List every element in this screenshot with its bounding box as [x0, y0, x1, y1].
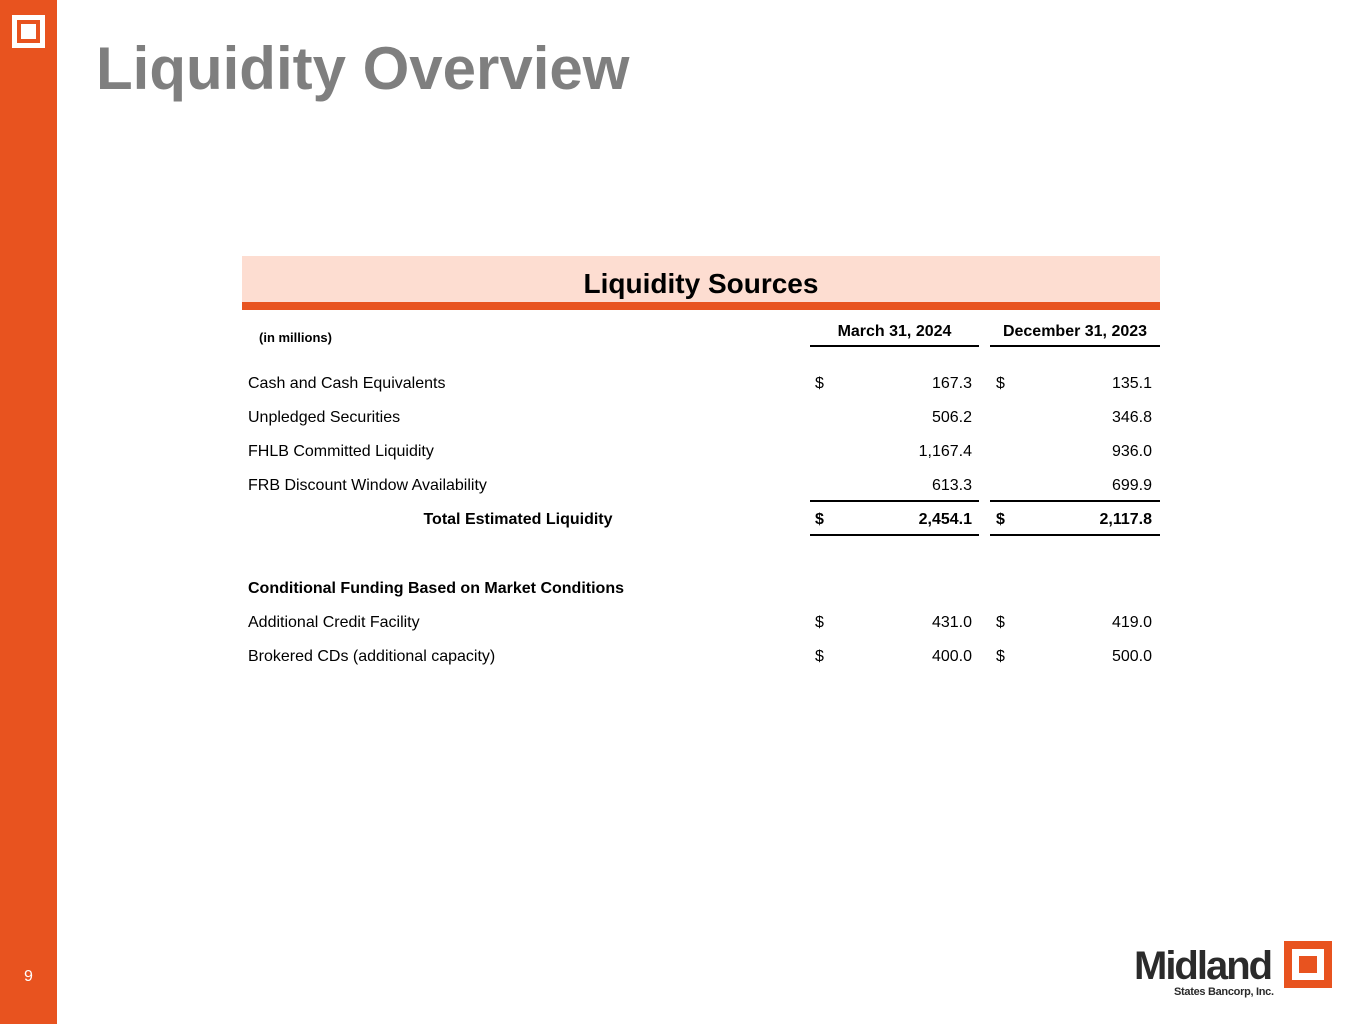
value-december-2023: 500.0	[1111, 648, 1152, 665]
conditional-funding-heading: Conditional Funding Based on Market Conditions	[248, 580, 624, 597]
currency-symbol: $	[815, 648, 824, 665]
value-march-2024: 506.2	[931, 409, 972, 426]
table-row	[0, 648, 1365, 672]
currency-symbol: $	[815, 614, 824, 631]
value-december-2023: 936.0	[1111, 443, 1152, 460]
row-label: Brokered CDs (additional capacity)	[248, 648, 496, 665]
column-header-march-2024: March 31, 2024	[810, 323, 979, 347]
currency-symbol: $	[815, 375, 824, 392]
table-row	[0, 477, 1365, 501]
total-december-2023: 2,117.8	[1099, 511, 1152, 528]
value-december-2023: 135.1	[1111, 375, 1152, 392]
row-label: FHLB Committed Liquidity	[248, 443, 434, 460]
brand-logo	[1134, 938, 1334, 1002]
total-label: Total Estimated Liquidity	[423, 511, 613, 528]
value-december-2023: 699.9	[1111, 477, 1152, 494]
total-rule	[810, 534, 979, 536]
currency-symbol: $	[996, 648, 1005, 665]
table-title: Liquidity Sources	[583, 268, 819, 299]
currency-symbol: $	[996, 511, 1005, 528]
value-december-2023: 346.8	[1111, 409, 1152, 426]
table-header-divider	[242, 302, 1160, 310]
brand-name: Midland	[1134, 944, 1272, 988]
currency-symbol: $	[996, 614, 1005, 631]
value-march-2024: 400.0	[931, 648, 972, 665]
page-number: 9	[24, 968, 33, 985]
value-march-2024: 431.0	[931, 614, 972, 631]
units-label: (in millions)	[259, 330, 332, 345]
total-march-2024: 2,454.1	[918, 511, 972, 528]
row-label: Unpledged Securities	[248, 409, 401, 426]
total-row	[0, 511, 1365, 535]
table-row	[0, 409, 1365, 433]
brand-subtitle: States Bancorp, Inc.	[1174, 986, 1274, 998]
table-row	[0, 614, 1365, 638]
subtotal-rule	[990, 500, 1160, 502]
currency-symbol: $	[996, 375, 1005, 392]
value-march-2024: 1,167.4	[918, 443, 972, 460]
row-label: Additional Credit Facility	[248, 614, 420, 631]
page-title: Liquidity Overview	[96, 35, 630, 102]
total-rule	[990, 534, 1160, 536]
square-logo-icon	[1284, 941, 1332, 988]
value-march-2024: 167.3	[931, 375, 972, 392]
row-label: FRB Discount Window Availability	[248, 477, 487, 494]
row-label: Cash and Cash Equivalents	[248, 375, 446, 392]
table-row	[0, 443, 1365, 467]
value-march-2024: 613.3	[931, 477, 972, 494]
subtotal-rule	[810, 500, 979, 502]
table-row	[0, 375, 1365, 399]
square-logo-icon	[12, 15, 45, 48]
column-header-december-2023: December 31, 2023	[990, 323, 1160, 347]
currency-symbol: $	[815, 511, 824, 528]
value-december-2023: 419.0	[1111, 614, 1152, 631]
